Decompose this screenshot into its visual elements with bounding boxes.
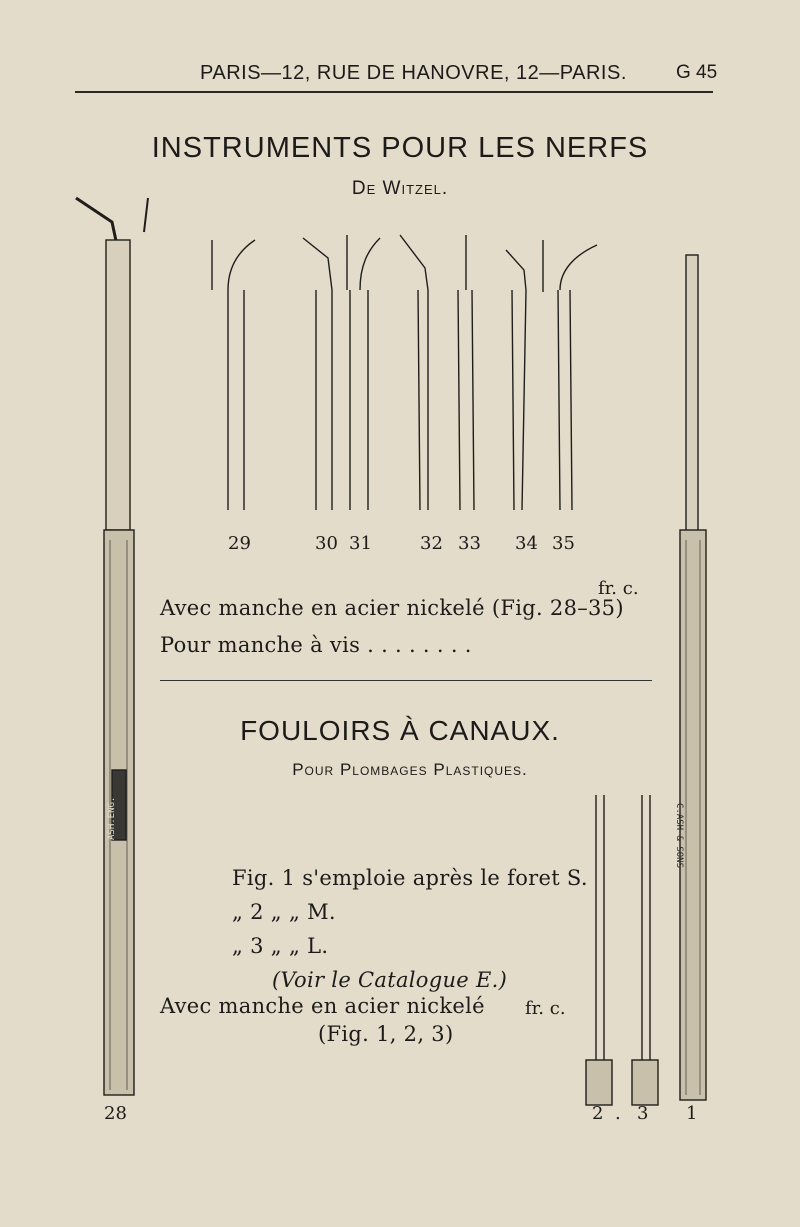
fig-label-3: 3 (637, 1103, 649, 1124)
instrument-29 (212, 240, 255, 510)
fig-label-2: 2 (592, 1103, 604, 1124)
fig-label-1: 1 (686, 1103, 698, 1124)
section-title-fouloirs: FOULOIRS À CANAUX. (240, 715, 560, 746)
fig-label-34: 34 (515, 533, 538, 554)
instrument-33 (458, 235, 474, 510)
instrument-32 (400, 235, 428, 510)
engraving-left: ASH.ENG. (107, 796, 117, 840)
currency-header-1: fr. c. (598, 578, 639, 599)
handle-1 (686, 255, 698, 535)
catalogue-note: (Voir le Catalogue E.) (272, 968, 508, 992)
instrument-34 (506, 250, 526, 510)
fig-range-note: (Fig. 1, 2, 3) (318, 1022, 454, 1046)
fig-note-3: „ 3 „ „ L. (232, 934, 329, 958)
fig-label-32: 32 (420, 533, 443, 554)
page-number: G 45 (676, 62, 718, 83)
currency-header-2: fr. c. (525, 998, 566, 1019)
fig-note-1: Fig. 1 s'emploie après le foret S. (232, 866, 588, 890)
fig-note-2: „ 2 „ „ M. (232, 900, 336, 924)
fig-label-31: 31 (349, 533, 372, 554)
price-line-screw: Pour manche à vis . . . . . . . . (160, 633, 472, 657)
instrument-30 (303, 238, 332, 510)
fig-label-33: 33 (458, 533, 481, 554)
section-subtitle-witzel: De Witzel. (351, 178, 449, 199)
price-line-nickel: Avec manche en acier nickelé (Fig. 28–35) (160, 596, 624, 620)
fig-label-28: 28 (104, 1103, 127, 1124)
price-line-fouloirs: Avec manche en acier nickelé (160, 994, 485, 1018)
plugger-3 (642, 795, 650, 1060)
running-header: PARIS—12, RUE DE HANOVRE, 12—PARIS. (200, 62, 627, 84)
fig-label-29: 29 (228, 533, 251, 554)
fig-label-35: 35 (552, 533, 575, 554)
engraving-right: C.ASH & SONS (674, 803, 684, 869)
section-title-nerfs: INSTRUMENTS POUR LES NERFS (151, 132, 649, 164)
fig-label-dot: . (615, 1103, 621, 1124)
instrument-31 (347, 235, 380, 510)
handle-28 (106, 240, 130, 530)
instrument-35 (543, 240, 597, 510)
section-divider (160, 680, 652, 681)
section-subtitle-plombages: Pour Plombages Plastiques. (292, 760, 528, 779)
plugger-2 (596, 795, 604, 1060)
fig-label-30: 30 (315, 533, 338, 554)
